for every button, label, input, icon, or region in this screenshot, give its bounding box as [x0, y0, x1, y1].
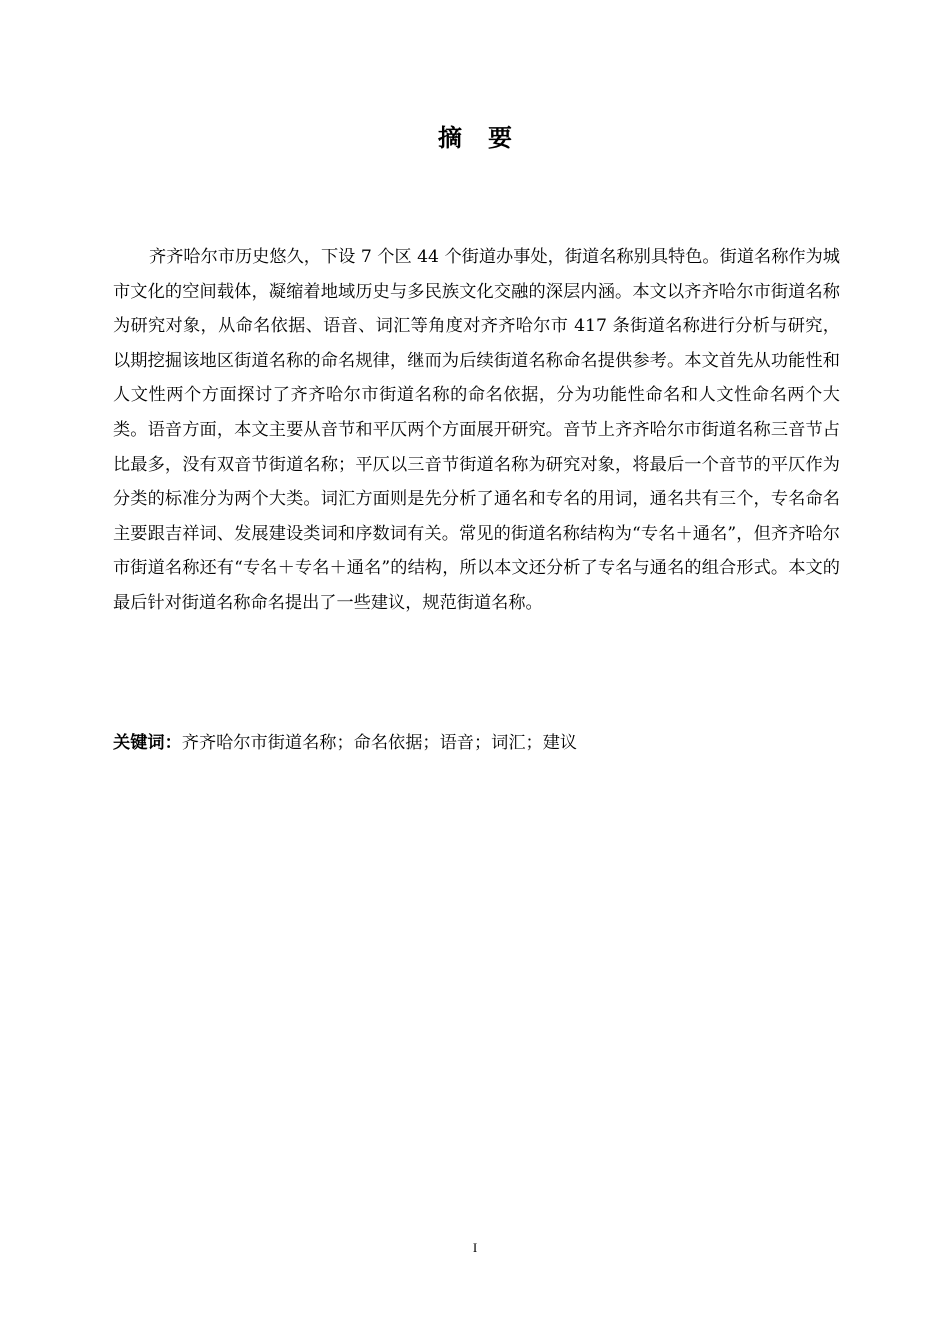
abstract-title: [0, 118, 950, 158]
page-number: I: [472, 1240, 478, 1255]
title-char-1: 摘: [438, 124, 462, 152]
keywords-list: 齐齐哈尔市街道名称；命名依据；语音；词汇；建议: [181, 733, 578, 753]
title-char-2: 要: [488, 124, 512, 152]
abstract-body: 齐齐哈尔市历史悠久，下设 7 个区 44 个街道办事处，街道名称别具特色。街道名称作为城市文化的空间载体，凝缩着地域历史与多民族文化交融的深层内涵。本文以齐齐哈尔市街道名称为研究对象，从命名依据、语音、词汇等角度对齐齐哈尔市 417 条街道名称进行分析与研究，以期挖掘该地区街道名称的命名规律，继而为后续街道名称命名提供参考。本文首先从功能性和人文性两个方面探讨了齐齐哈尔市街道名称的命名依据，分为功能性命名和人文性命名两个大类。语音方面，本文主要从音节和平仄两个方面展开研究。音节上齐齐哈尔市街道名称三音节占比最多，没有双音节街道名称；平仄以三音节街道名称为研究对象，将最后一个音节的平仄作为分类的标准分为两个大类。词汇方面则是先分析了通名和专名的用词，通名共有三个，专名命名主要跟吉祥词、发展建设类词和序数词有关。常见的街道名称结构为“专名＋通名”，但齐齐哈尔市街道名称还有“专名＋专名＋通名”的结构，所以本文还分析了专名与通名的组合形式。本文的最后针对街道名称命名提出了一些建议，规范街道名称。: [113, 247, 840, 613]
keywords-line: [113, 726, 840, 760]
keywords-label: 关键词：: [113, 733, 182, 753]
